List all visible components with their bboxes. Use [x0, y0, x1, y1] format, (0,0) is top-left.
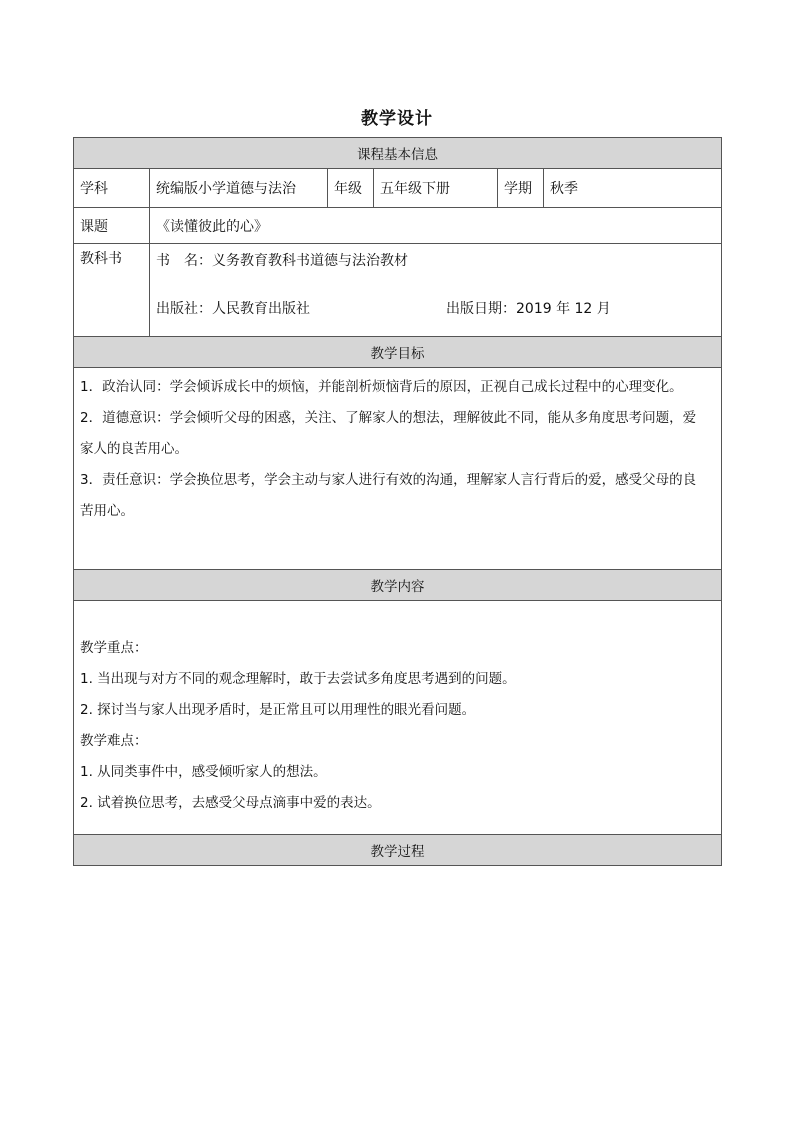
key-point-item: 2. 探讨当与家人出现矛盾时，是正常且可以用理性的眼光看问题。 — [80, 702, 476, 718]
subject-value: 统编版小学道德与法治 — [150, 169, 328, 208]
publication-date: 出版日期：2019 年 12 月 — [446, 301, 611, 317]
term-label: 学期 — [498, 169, 544, 208]
topic-value: 《读懂彼此的心》 — [150, 208, 722, 244]
goals-body — [74, 368, 722, 570]
goal-line: 1．政治认同：学会倾诉成长中的烦恼，并能剖析烦恼背后的原因，正视自己成长过程中的心理变化。 — [80, 379, 683, 395]
difficulty-item: 1. 从同类事件中，感受倾听家人的想法。 — [80, 764, 327, 780]
difficulty-item: 2. 试着换位思考，去感受父母点滴事中爱的表达。 — [80, 795, 381, 811]
section-header-course-info: 课程基本信息 — [74, 138, 722, 169]
textbook-info — [150, 244, 722, 337]
grade-label: 年级 — [328, 169, 374, 208]
section-header-process: 教学过程 — [74, 835, 722, 866]
key-point-item: 1. 当出现与对方不同的观念理解时，敢于去尝试多角度思考遇到的问题。 — [80, 671, 516, 687]
section-header-content: 教学内容 — [74, 570, 722, 601]
goal-line: 3．责任意识：学会换位思考，学会主动与家人进行有效的沟通，理解家人言行背后的爱，感受父母的良 — [80, 472, 697, 488]
grade-value: 五年级下册 — [374, 169, 498, 208]
publisher: 出版社：人民教育出版社 — [156, 301, 310, 317]
goal-line: 2．道德意识：学会倾听父母的困惑，关注、了解家人的想法，理解彼此不同，能从多角度思考问题，爱 — [80, 410, 697, 426]
difficulties-label: 教学难点： — [80, 733, 148, 749]
book-name: 书 名：义务教育教科书道德与法治教材 — [156, 253, 408, 269]
section-header-goals: 教学目标 — [74, 337, 722, 368]
term-value: 秋季 — [544, 169, 722, 208]
content-body — [74, 601, 722, 835]
document-title: 教学设计 — [361, 109, 433, 129]
publisher-row — [156, 294, 721, 324]
subject-label: 学科 — [74, 169, 150, 208]
key-points-label: 教学重点： — [80, 640, 148, 656]
goal-line: 苦用心。 — [80, 503, 134, 519]
textbook-label: 教科书 — [74, 244, 150, 337]
lesson-plan-table — [73, 137, 722, 866]
topic-label: 课题 — [74, 208, 150, 244]
goal-line: 家人的良苦用心。 — [80, 441, 188, 457]
